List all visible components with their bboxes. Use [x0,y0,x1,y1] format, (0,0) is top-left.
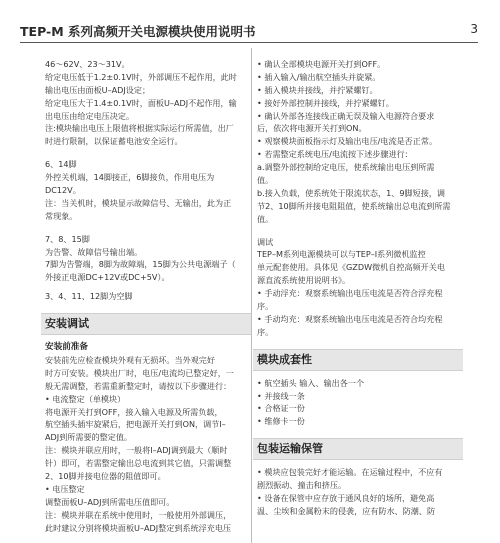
pin-voltage-notes [45,58,251,148]
section-title-kit: 模块成套性 [253,349,463,371]
text-line: 2、10脚并接电位器的阻值即可。 [45,471,166,482]
text-line: 温、尘埃和金属粉末的侵袭，应有防水、防潮、防 [257,505,436,516]
text-line: • 航空插头 输入、输出各一个 [257,377,365,388]
document-title: TEP-M 系列高频开关电源模块使用说明书 [20,24,256,39]
text-line: 后，依次将电源开关打到ON。 [257,123,367,134]
text-line: 6、14脚 [45,159,77,170]
text-line: 外接正电源DC+12V或DC+5V）。 [45,272,170,283]
section-title-install: 安装调试 [41,313,251,335]
page-header [20,22,478,42]
text-line: 值。 [257,175,274,186]
text-line: 航空插头插牢旋紧后，把电源开关打到ON，调节I– [45,419,226,430]
text-line: 般无需调整，若需重新整定时，请按以下步骤进行： [45,380,232,391]
page-number: 3 [470,22,478,36]
text-line: • 电压整定 [45,483,85,494]
text-line: • 确认外部各连接线正确无误及输入电源符合要求 [257,110,435,121]
kit-items [257,377,463,429]
left-column [45,58,251,535]
text-line: • 合格证一份 [257,403,305,414]
text-line: • 手动均充：观察系统输出电压电流是否符合均充程 [257,313,443,324]
text-line: • 电流整定（单模块） [45,393,126,404]
text-line: • 设备在保管中应存放于通风良好的场所，避免高 [257,493,435,504]
debug-steps [257,248,463,338]
text-line: 外控关机端，14脚接正，6脚接负，作用电压为 [45,172,215,183]
text-line: 出电压由给定电压决定。 [45,110,135,121]
right-column [257,58,463,518]
text-line: 注:模块输出电压上限值将根据实际运行所需值，出厂 [45,123,234,134]
text-line: • 模块应包装完好才能运输。在运输过程中，不应有 [257,467,443,478]
text-line: 安装前先应检查模块外观有无损坏。当外观完好 [45,355,215,366]
pin-6-14-notes [45,158,251,222]
text-line: • 接好外部控制并接线，并拧紧螺钉。 [257,97,394,108]
text-line: 7、8、15脚 [45,233,90,244]
text-line: 剧烈振动、撞击和挤压。 [257,480,347,491]
text-line: 序。 [257,301,274,312]
text-line: 时进行限制，以保证蓄电池安全运行。 [45,136,183,147]
preparation-steps [45,354,251,534]
text-line: 此时建议分别将模块面板U–ADJ整定到系统浮充电压 [45,522,232,533]
text-line: 将电源开关打到OFF，接入输入电源及所需负载， [45,406,223,417]
text-line: 注：模块并联在系统中使用时，一般使用外部调压， [45,509,232,520]
text-line: a.调整外部控制给定电压，使系统输出电压到所需 [257,162,435,173]
text-line: DC12V。 [45,185,81,196]
text-line: 3、4、11、12脚为空脚 [45,291,133,302]
packaging-notes [257,466,463,518]
text-line: 注：当关机时，模块显示故障信号、无输出，此为正 [45,197,232,208]
text-line: 7脚为告警端，8脚为故障端，15脚为公共电源端子（ [45,259,236,270]
text-line: 常现象。 [45,210,78,221]
text-line: 注：模块并联应用时，一般将I–ADJ调到最大（顺时 [45,445,228,456]
text-line: 源直流系统使用说明书》。 [257,275,351,286]
text-line: • 手动浮充：观察系统输出电压电流是否符合浮充程 [257,288,443,299]
text-line: 时方可安装。模块出厂时，电压/电流均已整定好，一 [45,367,234,378]
text-line: • 观察模块面板指示灯及输出电压/电流是否正常。 [257,136,438,147]
text-line: 值。 [257,213,274,224]
text-line: TEP–M系列电源模块可以与TEP–I系列微机监控 [257,249,426,260]
text-line: 序。 [257,326,274,337]
text-line: • 维修卡一份 [257,416,305,427]
column-divider [251,48,252,543]
text-line: • 确认全部模块电源开关打到OFF。 [257,59,386,69]
text-line: 输出电压由面板U–ADJ设定； [45,84,151,95]
text-line: b.接入负载，使系统处于限流状态，1、9脚短接，调 [257,187,445,198]
text-line: • 插入输入/输出航空插头并旋紧。 [257,71,381,82]
text-line: ADJ到所需要的整定值。 [45,432,133,443]
subsection-title-debug: 调试 [257,236,274,247]
spare-pins-note [45,290,251,303]
text-line: 调整面板U–ADJ到所需电压值即可。 [45,496,175,507]
install-steps [257,58,463,226]
pin-7-8-15-notes [45,233,251,285]
text-line: 给定电压低于1.2±0.1V时，外部调压不起作用，此时 [45,71,237,82]
text-line: 针）即可，若需整定输出总电流到其它值，只需调整 [45,458,232,469]
section-title-packaging: 包装运输保管 [253,438,463,460]
text-line: • 插入模块并接线，并拧紧螺钉。 [257,84,378,95]
subsection-title-preparation: 安装前准备 [45,342,88,353]
text-line: 46～62V、23～31V。 [45,59,130,69]
text-line: • 若需整定系统电压/电流按下述步骤进行： [257,149,413,160]
text-line: 给定电压大于1.4±0.1V时，面板U–ADJ不起作用，输 [45,97,237,108]
text-line: 单元配套使用。具体见《GZDW微机自控高频开关电 [257,262,445,273]
text-line: • 并接线一条 [257,390,305,401]
text-line: 节2、10脚所并接电阻阻值，使系统输出总电流到所需 [257,200,451,211]
header-rule [20,42,478,43]
text-line: 为告警、故障信号输出端。 [45,246,143,257]
